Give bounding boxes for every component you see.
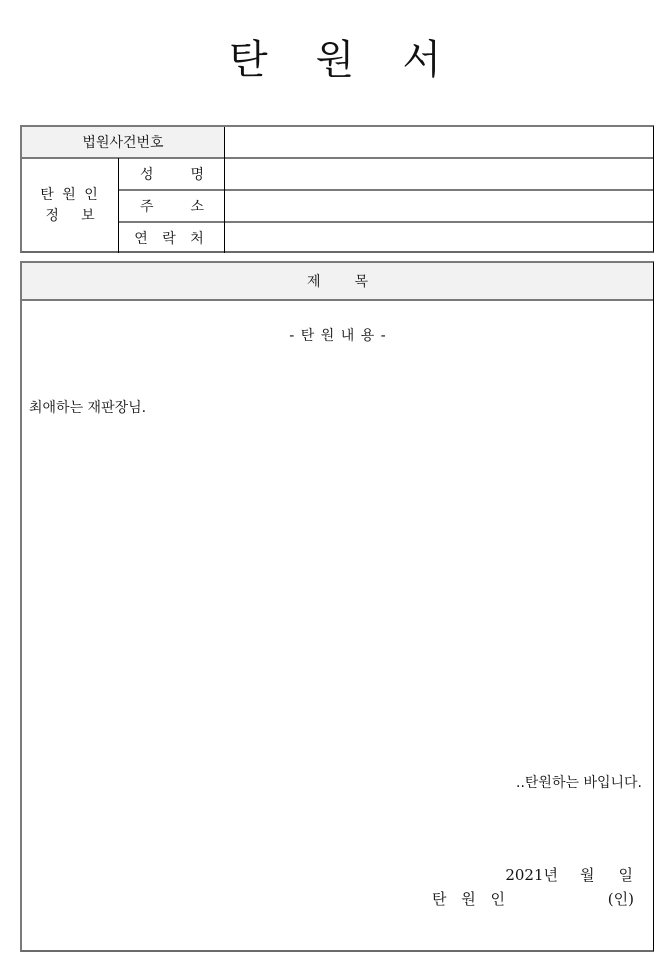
title-char-3: 서 bbox=[402, 37, 441, 83]
contact-label: 연 락 처 bbox=[134, 231, 209, 247]
address-label: 주 소 bbox=[140, 199, 204, 215]
contact-field[interactable] bbox=[225, 223, 653, 253]
address-field[interactable] bbox=[225, 191, 653, 221]
name-field[interactable] bbox=[225, 159, 653, 189]
signer-line[interactable] bbox=[432, 888, 634, 909]
date-day: 일 bbox=[618, 866, 633, 884]
title-char-1: 탄 bbox=[229, 37, 268, 83]
petitioner-info-label: 탄 원 인 정 보 bbox=[40, 187, 100, 224]
title-char-2: 원 bbox=[315, 37, 355, 83]
case-number-field[interactable] bbox=[225, 127, 653, 157]
content-heading: - 탄 원 내 용 - bbox=[289, 328, 386, 344]
petition-body-box bbox=[20, 261, 654, 952]
closing-text[interactable]: ..탄원하는 바입니다. bbox=[516, 775, 642, 791]
document-title bbox=[0, 28, 670, 85]
date-month: 월 bbox=[580, 866, 595, 884]
date-line[interactable] bbox=[505, 864, 633, 885]
signer-label: 탄 원 인 bbox=[432, 890, 511, 908]
salutation-text[interactable]: 최애하는 재판장님. bbox=[29, 400, 147, 416]
name-label: 성 명 bbox=[140, 167, 204, 183]
case-number-label: 법원사건번호 bbox=[22, 127, 224, 157]
date-year: 2021년 bbox=[505, 866, 558, 884]
subject-header: 제 목 bbox=[22, 263, 653, 301]
seal-mark: (인) bbox=[607, 890, 634, 908]
petitioner-info-table bbox=[20, 125, 654, 253]
